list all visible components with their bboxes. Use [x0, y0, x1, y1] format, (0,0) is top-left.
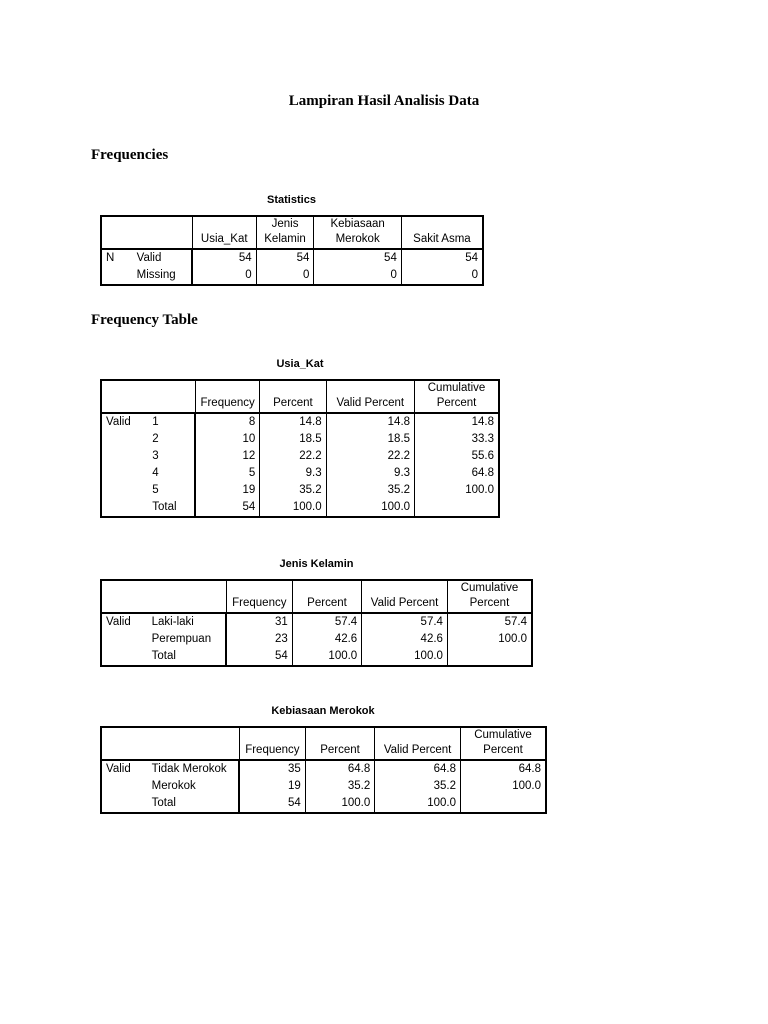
- percent-cell: 64.8: [305, 760, 374, 778]
- col-header-usia-kat: Usia_Kat: [192, 216, 256, 249]
- valid-label: Valid: [106, 416, 131, 428]
- statistics-table: [100, 215, 484, 286]
- percent-cell: 100.0: [292, 648, 361, 666]
- percent-cell: 35.2: [260, 482, 326, 499]
- row-label: 1: [152, 416, 159, 428]
- frequency-cell: 10: [195, 431, 259, 448]
- col-header-sakit-asma: Sakit Asma: [401, 216, 483, 249]
- row-label: Total: [152, 501, 177, 513]
- percent-cell: 14.8: [260, 413, 326, 431]
- cumulative-percent-cell: 64.8: [415, 465, 499, 482]
- percent-cell: 35.2: [305, 778, 374, 795]
- percent-cell: 18.5: [260, 431, 326, 448]
- stat-cell: 54: [314, 249, 401, 267]
- valid-label: [101, 431, 148, 448]
- missing-label: Missing: [136, 269, 176, 281]
- stat-cell: 0: [401, 267, 483, 285]
- frequency-cell: 23: [226, 631, 292, 648]
- frequency-cell: 8: [195, 413, 259, 431]
- row-label: 4: [152, 467, 159, 479]
- row-label: 2: [152, 433, 159, 445]
- table-row: [101, 795, 546, 813]
- kebiasaan-merokok-table: [100, 726, 547, 814]
- valid-percent-cell: 35.2: [375, 778, 461, 795]
- row-label: Total: [151, 797, 176, 809]
- cumulative-percent-cell: 55.6: [415, 448, 499, 465]
- valid-label: [101, 648, 148, 666]
- stat-cell: 0: [192, 267, 256, 285]
- valid-label: [101, 465, 148, 482]
- row-label: Total: [151, 650, 176, 662]
- frequency-cell: 35: [239, 760, 305, 778]
- valid-percent-cell: 35.2: [326, 482, 414, 499]
- cumulative-percent-cell: [460, 795, 546, 813]
- kebiasaan-merokok-header-row: [101, 727, 546, 760]
- valid-percent-cell: 100.0: [362, 648, 448, 666]
- percent-cell: 57.4: [292, 613, 361, 631]
- table-row: [101, 778, 546, 795]
- kebiasaan-merokok-title: Kebiasaan Merokok: [271, 705, 375, 717]
- stat-cell: 54: [256, 249, 314, 267]
- valid-label: [101, 631, 148, 648]
- table-row: [101, 499, 499, 517]
- col-header-cumulative-percent: Cumulative Percent: [415, 380, 499, 413]
- frequency-cell: 5: [195, 465, 259, 482]
- valid-percent-cell: 100.0: [326, 499, 414, 517]
- cumulative-percent-cell: 64.8: [460, 760, 546, 778]
- frequency-cell: 54: [226, 648, 292, 666]
- page-title: Lampiran Hasil Analisis Data: [288, 93, 480, 109]
- table-row: [101, 413, 499, 431]
- col-header-frequency: Frequency: [226, 580, 292, 613]
- col-header-cumulative-percent: Cumulative Percent: [460, 727, 546, 760]
- heading-frequency-table: Frequency Table: [91, 312, 198, 328]
- usia-kat-table: [100, 379, 500, 518]
- valid-percent-cell: 22.2: [326, 448, 414, 465]
- percent-cell: 42.6: [292, 631, 361, 648]
- table-row: [101, 431, 499, 448]
- jenis-kelamin-header-row: [101, 580, 532, 613]
- valid-percent-cell: 42.6: [362, 631, 448, 648]
- frequency-cell: 54: [195, 499, 259, 517]
- valid-percent-cell: 9.3: [326, 465, 414, 482]
- cumulative-percent-cell: [447, 648, 532, 666]
- valid-label: [101, 499, 148, 517]
- jenis-kelamin-body: [101, 613, 532, 666]
- table-row: [101, 760, 546, 778]
- valid-label: [101, 778, 148, 795]
- usia-kat-body: [101, 413, 499, 517]
- valid-percent-cell: 64.8: [375, 760, 461, 778]
- col-header-valid-percent: Valid Percent: [326, 380, 414, 413]
- cumulative-percent-cell: 100.0: [447, 631, 532, 648]
- usia-kat-title: Usia_Kat: [276, 358, 324, 370]
- table-row: [101, 631, 532, 648]
- percent-cell: 22.2: [260, 448, 326, 465]
- frequency-cell: 12: [195, 448, 259, 465]
- jenis-kelamin-table: [100, 579, 533, 667]
- col-header-frequency: Frequency: [195, 380, 259, 413]
- table-row: [101, 465, 499, 482]
- percent-cell: 100.0: [305, 795, 374, 813]
- valid-label: [101, 448, 148, 465]
- valid-percent-cell: 57.4: [362, 613, 448, 631]
- cumulative-percent-cell: [415, 499, 499, 517]
- n-label: N: [106, 252, 115, 264]
- col-header-valid-percent: Valid Percent: [375, 727, 461, 760]
- frequency-cell: 31: [226, 613, 292, 631]
- cumulative-percent-cell: 100.0: [460, 778, 546, 795]
- stat-cell: 0: [314, 267, 401, 285]
- table-row: [101, 482, 499, 499]
- kebiasaan-merokok-body: [101, 760, 546, 813]
- table-row: [101, 249, 483, 267]
- valid-label: Valid: [136, 252, 162, 264]
- row-label: Merokok: [151, 780, 196, 792]
- statistics-title: Statistics: [267, 194, 316, 206]
- valid-percent-cell: 100.0: [375, 795, 461, 813]
- col-header-jenis-kelamin: Jenis Kelamin: [256, 216, 314, 249]
- col-header-percent: Percent: [292, 580, 361, 613]
- frequency-cell: 19: [195, 482, 259, 499]
- valid-label: Valid: [106, 763, 131, 775]
- statistics-header-row: [101, 216, 483, 249]
- table-row: [101, 613, 532, 631]
- valid-percent-cell: 18.5: [326, 431, 414, 448]
- row-label: 5: [152, 484, 159, 496]
- valid-label: Valid: [106, 616, 131, 628]
- usia-kat-header-row: [101, 380, 499, 413]
- table-row: [101, 648, 532, 666]
- percent-cell: 100.0: [260, 499, 326, 517]
- col-header-kebiasaan-merokok: Kebiasaan Merokok: [314, 216, 401, 249]
- col-header-cumulative-percent: Cumulative Percent: [447, 580, 532, 613]
- frequency-cell: 54: [239, 795, 305, 813]
- heading-frequencies: Frequencies: [91, 147, 169, 163]
- frequency-cell: 19: [239, 778, 305, 795]
- cumulative-percent-cell: 100.0: [415, 482, 499, 499]
- col-header-valid-percent: Valid Percent: [362, 580, 448, 613]
- valid-percent-cell: 14.8: [326, 413, 414, 431]
- cumulative-percent-cell: 57.4: [447, 613, 532, 631]
- cumulative-percent-cell: 14.8: [415, 413, 499, 431]
- percent-cell: 9.3: [260, 465, 326, 482]
- col-header-frequency: Frequency: [239, 727, 305, 760]
- row-label: Laki-laki: [151, 616, 194, 628]
- valid-label: [101, 482, 148, 499]
- stat-cell: 0: [256, 267, 314, 285]
- stat-cell: 54: [401, 249, 483, 267]
- row-label: Tidak Merokok: [151, 763, 227, 775]
- col-header-percent: Percent: [260, 380, 326, 413]
- jenis-kelamin-title: Jenis Kelamin: [279, 558, 354, 570]
- row-label: Perempuan: [151, 633, 212, 645]
- col-header-percent: Percent: [305, 727, 374, 760]
- stat-cell: 54: [192, 249, 256, 267]
- row-label: 3: [152, 450, 159, 462]
- table-row: [101, 448, 499, 465]
- valid-label: [101, 795, 148, 813]
- table-row: [101, 267, 483, 285]
- cumulative-percent-cell: 33.3: [415, 431, 499, 448]
